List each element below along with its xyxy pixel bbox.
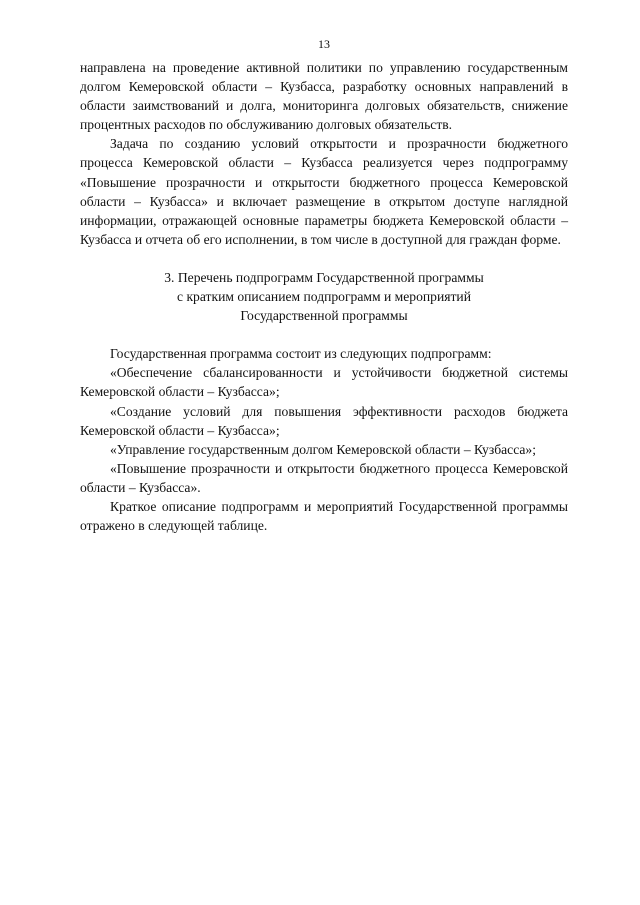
document-body <box>80 58 568 535</box>
subprogram-item: «Обеспечение сбалансированности и устойчивости бюджетной системы Кемеровской области – Кузбасса»; <box>80 365 568 400</box>
section-heading-line-2: с кратким описанием подпрограмм и мероприятий <box>177 289 471 305</box>
subprogram-item: «Повышение прозрачности и открытости бюджетного процесса Кемеровской области – Кузбасса». <box>80 460 568 495</box>
document-page <box>80 0 568 905</box>
paragraph-transparency-task: Задача по созданию условий открытости и прозрачности бюджетного процесса Кемеровской области – Кузбасса реализуется через подпрограмму «Повышение прозрачности и открытости бюджетного процесса Кемеровской области – Кузбасса» и включает размещение в открытом доступе наглядной информации, отражающей основные параметры бюджета Кемеровской области – Кузбасса и отчета об его исполнении, в том числе в доступной для граждан форме. <box>80 136 568 247</box>
subprogram-item: «Создание условий для повышения эффективности расходов бюджета Кемеровской области – Кузбасса»; <box>80 403 568 438</box>
section-heading <box>80 268 568 325</box>
paragraph-debt-policy: направлена на проведение активной политики по управлению государственным долгом Кемеровской области – Кузбасса, разработку основных направлений в области заимствований и долга, мониторинга долговых обязательств, снижение процентных расходов по обслуживанию долговых обязательств. <box>80 60 568 133</box>
section-heading-line-3: Государственной программы <box>240 308 408 324</box>
page-number: 13 <box>318 37 330 51</box>
section-heading-line-1: 3. Перечень подпрограмм Государственной программы <box>164 269 484 285</box>
subprograms-intro: Государственная программа состоит из следующих подпрограмм: <box>110 346 492 362</box>
subprogram-item: «Управление государственным долгом Кемеровской области – Кузбасса»; <box>110 441 537 457</box>
closing-paragraph: Краткое описание подпрограмм и мероприятий Государственной программы отражено в следующей таблице. <box>80 498 568 534</box>
